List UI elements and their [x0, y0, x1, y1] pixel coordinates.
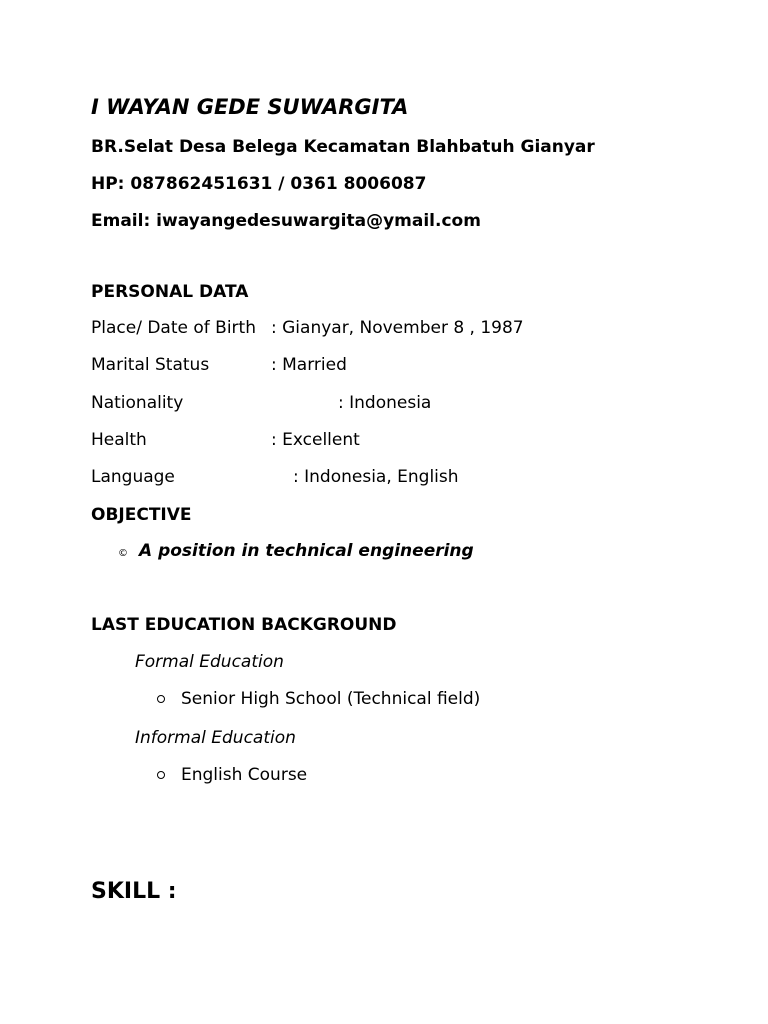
personal-data-heading: PERSONAL DATA [91, 282, 249, 302]
personal-data-label: Marital Status [91, 355, 210, 375]
hollow-circle-bullet-icon [157, 695, 165, 703]
personal-data-value: : Excellent [271, 430, 360, 450]
informal-education-item: English Course [181, 765, 308, 785]
hollow-circle-bullet-icon [157, 771, 165, 779]
address-line: BR.Selat Desa Belega Kecamatan Blahbatuh Gianyar [91, 137, 595, 157]
education-heading: LAST EDUCATION BACKGROUND [91, 615, 397, 635]
informal-education-label: Informal Education [135, 728, 296, 748]
personal-data-label: Place/ Date of Birth [91, 318, 256, 338]
personal-data-label: Language [91, 467, 175, 487]
objective-heading: OBJECTIVE [91, 505, 192, 525]
personal-data-label: Nationality [91, 393, 184, 413]
personal-data-value: : Gianyar, November 8 , 1987 [271, 318, 524, 338]
personal-data-label: Health [91, 430, 147, 450]
personal-data-value: : Indonesia, English [293, 467, 459, 487]
formal-education-label: Formal Education [135, 652, 284, 672]
applicant-name: I WAYAN GEDE SUWARGITA [91, 95, 409, 119]
formal-education-item: Senior High School (Technical field) [181, 689, 481, 709]
skill-heading: SKILL : [91, 879, 177, 904]
objective-text: A position in technical engineering [139, 541, 474, 561]
email-line: Email: iwayangedesuwargita@ymail.com [91, 211, 481, 231]
copyright-bullet-icon: © [118, 548, 128, 559]
personal-data-value: : Indonesia [338, 393, 432, 413]
phone-line: HP: 087862451631 / 0361 8006087 [91, 174, 427, 194]
personal-data-value: : Married [271, 355, 347, 375]
